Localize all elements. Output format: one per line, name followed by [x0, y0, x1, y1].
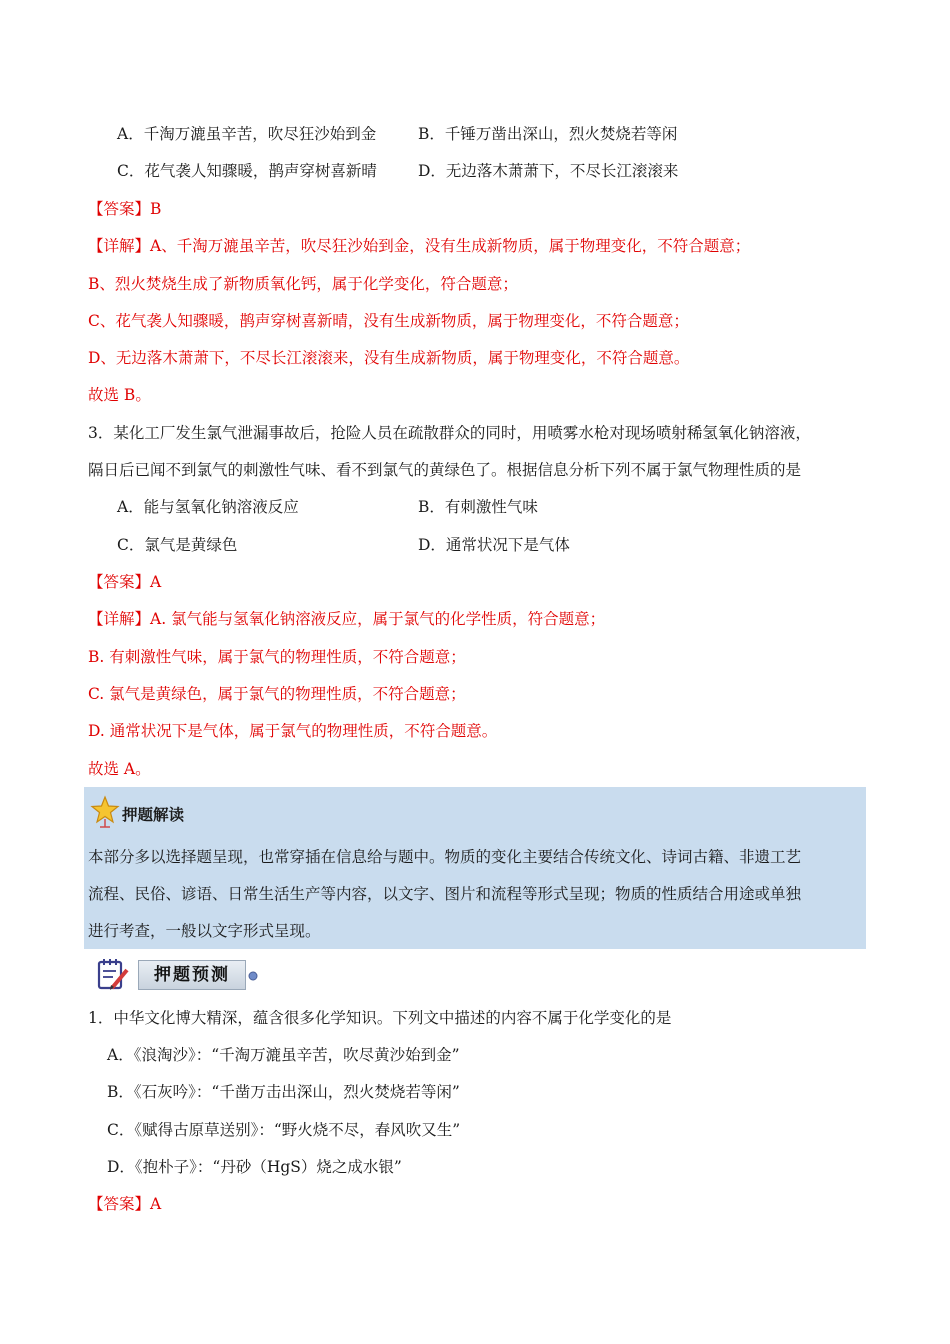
star-icon: [90, 795, 120, 829]
p1-option-a: A．《浪淘沙》：“千淘万漉虽辛苦，吹尽黄沙始到金”: [107, 1046, 460, 1064]
interpretation-box: [84, 787, 866, 949]
notepad-pencil-icon: [96, 956, 130, 992]
p1-option-b: B．《石灰吟》：“千凿万击出深山，烈火焚烧若等闲”: [107, 1083, 460, 1101]
q2-detail-line-1: 【详解】A、千淘万漉虽辛苦，吹尽狂沙始到金，没有生成新物质，属于物理变化，不符合题意；: [88, 237, 751, 255]
q2-detail-line-2: B、烈火焚烧生成了新物质氧化钙，属于化学变化，符合题意；: [88, 275, 518, 293]
q3-answer: 【答案】A: [88, 573, 162, 591]
q2-answer: 【答案】B: [88, 200, 162, 218]
prediction-title: 押题预测: [138, 960, 246, 990]
q3-stem-line-2: 隔日后已闻不到氯气的刺激性气味、看不到氯气的黄绿色了。根据信息分析下列不属于氯气物理性质的是: [88, 461, 802, 479]
p1-option-c: C．《赋得古原草送别》：“野火烧不尽，春风吹又生”: [107, 1121, 461, 1139]
q3-option-b: B．有刺激性气味: [418, 498, 538, 516]
p1-answer: 【答案】A: [88, 1195, 162, 1213]
dot-icon: [248, 971, 258, 981]
q2-option-a: A．千淘万漉虽辛苦，吹尽狂沙始到金: [117, 125, 377, 143]
q2-option-c: C．花气袭人知骤暖，鹊声穿树喜新晴: [117, 162, 377, 180]
q2-option-d: D．无边落木萧萧下，不尽长江滚滚来: [418, 162, 679, 180]
q3-detail-line-1: 【详解】A. 氯气能与氢氧化钠溶液反应，属于氯气的化学性质，符合题意；: [88, 610, 606, 628]
q2-detail-line-3: C、花气袭人知骤暖，鹊声穿树喜新晴，没有生成新物质，属于物理变化，不符合题意；: [88, 312, 689, 330]
q3-option-c: C．氯气是黄绿色: [117, 536, 238, 554]
q2-option-b: B．千锤万凿出深山，烈火焚烧若等闲: [418, 125, 678, 143]
interpretation-line-2: 流程、民俗、谚语、日常生活生产等内容，以文字、图片和流程等形式呈现；物质的性质结合用途或单独: [88, 885, 802, 903]
q3-conclusion: 故选 A。: [88, 760, 151, 778]
interpretation-title: 押题解读: [122, 805, 185, 824]
interpretation-line-3: 进行考查，一般以文字形式呈现。: [88, 922, 321, 940]
q3-stem-line-1: 3．某化工厂发生氯气泄漏事故后，抢险人员在疏散群众的同时，用喷雾水枪对现场喷射稀氢氧化钠溶液，: [88, 424, 811, 442]
p1-stem: 1．中华文化博大精深，蕴含很多化学知识。下列文中描述的内容不属于化学变化的是: [88, 1009, 672, 1027]
q3-option-d: D．通常状况下是气体: [418, 536, 570, 554]
q3-detail-line-2: B. 有刺激性气味，属于氯气的物理性质，不符合题意；: [88, 648, 466, 666]
q3-option-a: A．能与氢氧化钠溶液反应: [117, 498, 299, 516]
q3-detail-line-3: C. 氯气是黄绿色，属于氯气的物理性质，不符合题意；: [88, 685, 466, 703]
p1-option-d: D．《抱朴子》：“丹砂（HgS）烧之成水银”: [107, 1158, 402, 1176]
interpretation-line-1: 本部分多以选择题呈现，也常穿插在信息给与题中。物质的变化主要结合传统文化、诗词古籍、非遗工艺: [88, 848, 802, 866]
q2-detail-line-4: D、无边落木萧萧下，不尽长江滚滚来，没有生成新物质，属于物理变化，不符合题意。: [88, 349, 690, 367]
q3-detail-line-4: D. 通常状况下是气体，属于氯气的物理性质，不符合题意。: [88, 722, 498, 740]
q2-conclusion: 故选 B。: [88, 386, 151, 404]
